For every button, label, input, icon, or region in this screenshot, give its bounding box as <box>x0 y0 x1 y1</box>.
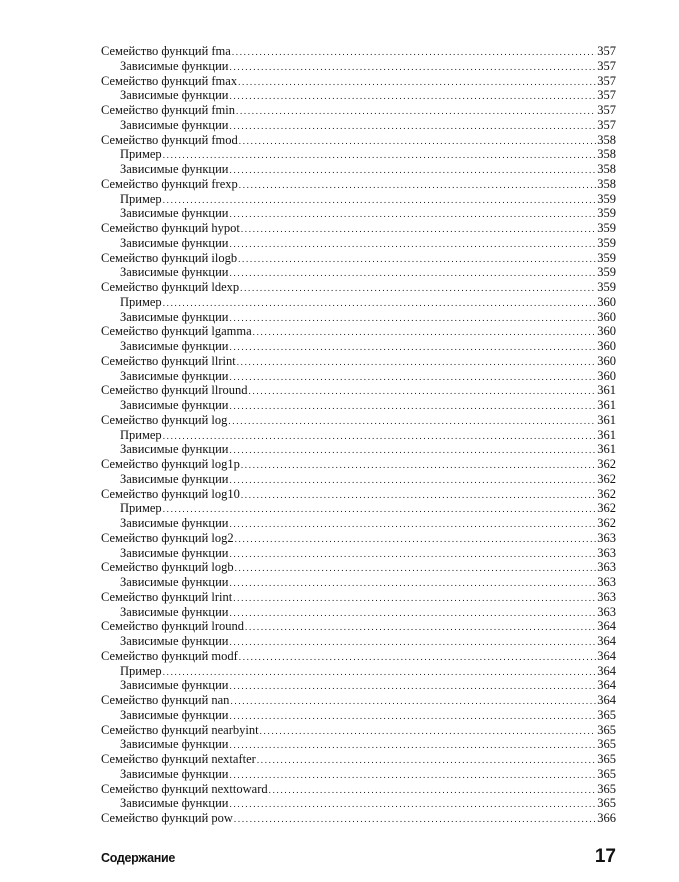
dot-leader <box>230 547 597 562</box>
toc-entry-page: 357 <box>597 73 616 88</box>
toc-entry <box>101 752 616 767</box>
toc-entry-title: Зависимые функции <box>120 265 229 280</box>
dot-leader <box>230 738 597 753</box>
toc-entry-page: 358 <box>597 132 616 147</box>
toc-entry <box>101 103 616 118</box>
toc-entry-title: Семейство функций log <box>101 412 228 427</box>
toc-subentry <box>101 295 616 310</box>
toc-subentry <box>101 236 616 251</box>
toc-entry-title: Зависимые функции <box>120 575 229 589</box>
toc-subentry <box>101 206 616 221</box>
toc-subentry <box>101 428 616 443</box>
dot-leader <box>230 635 597 650</box>
dot-leader <box>253 325 597 340</box>
toc-subentry <box>101 310 616 325</box>
toc-entry <box>101 649 616 664</box>
toc-entry-page: 364 <box>597 693 616 707</box>
toc-subentry <box>101 162 616 177</box>
dot-leader <box>230 473 597 488</box>
toc-entry <box>101 457 616 472</box>
toc-entry-title: Семейство функций logb <box>101 560 234 575</box>
toc-entry-page: 361 <box>597 398 616 412</box>
dot-leader <box>236 104 596 119</box>
toc-subentry <box>101 546 616 561</box>
toc-entry-title: Семейство функций fmin <box>101 103 235 117</box>
toc-entry <box>101 693 616 708</box>
toc-entry-page: 364 <box>597 619 616 634</box>
toc-entry-title: Семейство функций nearbyint <box>101 722 259 737</box>
toc-entry-page: 363 <box>597 560 616 575</box>
toc-entry-title: Семейство функций nextafter <box>101 752 256 766</box>
toc-entry-title: Семейство функций lround <box>101 619 245 634</box>
dot-leader <box>239 134 596 149</box>
toc-subentry <box>101 118 616 133</box>
toc-entry-page: 359 <box>597 191 616 206</box>
page-footer <box>101 846 616 872</box>
toc-entry-page: 363 <box>597 545 616 560</box>
dot-leader <box>230 370 597 385</box>
toc-subentry <box>101 265 616 280</box>
toc-subentry <box>101 472 616 487</box>
toc-entry <box>101 280 616 295</box>
dot-leader <box>230 207 597 222</box>
toc-entry-title: Зависимые функции <box>120 545 229 560</box>
dot-leader <box>230 399 597 414</box>
toc-subentry <box>101 634 616 649</box>
toc-entry-title: Пример <box>120 427 162 442</box>
toc-entry-title: Семейство функций llround <box>101 383 248 398</box>
toc-subentry <box>101 147 616 162</box>
toc-entry-title: Семейство функций fmax <box>101 73 238 88</box>
toc-entry-page: 365 <box>597 766 616 781</box>
toc-entry-page: 365 <box>597 737 616 752</box>
toc-entry-page: 361 <box>597 427 616 442</box>
table-of-contents <box>101 44 616 826</box>
toc-entry-title: Зависимые функции <box>120 88 229 103</box>
toc-entry <box>101 74 616 89</box>
toc-entry-title: Зависимые функции <box>120 117 229 132</box>
dot-leader <box>230 340 597 355</box>
toc-entry-title: Семейство функций fma <box>101 44 231 58</box>
dot-leader <box>230 443 597 458</box>
toc-entry-title: Зависимые функции <box>120 162 229 176</box>
toc-entry-title: Зависимые функции <box>120 604 229 619</box>
page-number: 17 <box>594 846 616 867</box>
dot-leader <box>230 576 597 591</box>
toc-entry-title: Зависимые функции <box>120 309 229 324</box>
toc-entry-page: 359 <box>597 265 616 280</box>
dot-leader <box>230 517 597 532</box>
toc-entry-title: Семейство функций log2 <box>101 530 234 545</box>
toc-entry-page: 357 <box>597 117 616 132</box>
toc-subentry <box>101 605 616 620</box>
toc-entry-title: Семейство функций ilogb <box>101 250 238 265</box>
dot-leader <box>228 414 596 429</box>
toc-entry-title: Пример <box>120 501 162 516</box>
toc-entry <box>101 531 616 546</box>
toc-entry-page: 364 <box>597 648 616 663</box>
toc-entry-page: 357 <box>597 103 616 117</box>
dot-leader <box>163 665 597 680</box>
toc-entry <box>101 324 616 339</box>
toc-entry-title: Пример <box>120 191 162 206</box>
toc-entry-page: 359 <box>597 235 616 250</box>
toc-entry-page: 364 <box>597 663 616 678</box>
dot-leader <box>230 768 597 783</box>
toc-entry <box>101 782 616 797</box>
toc-entry-page: 364 <box>597 678 616 693</box>
toc-entry-title: Зависимые функции <box>120 678 229 693</box>
toc-entry-title: Зависимые функции <box>120 634 229 648</box>
toc-entry <box>101 251 616 266</box>
toc-entry <box>101 354 616 369</box>
toc-entry-title: Зависимые функции <box>120 707 229 722</box>
toc-entry-page: 363 <box>597 604 616 619</box>
toc-entry-page: 364 <box>597 634 616 648</box>
toc-entry-page: 357 <box>597 44 616 58</box>
toc-subentry <box>101 339 616 354</box>
toc-subentry <box>101 678 616 693</box>
toc-entry-title: Зависимые функции <box>120 206 229 221</box>
toc-entry-title: Семейство функций frexp <box>101 176 238 191</box>
toc-subentry <box>101 664 616 679</box>
toc-entry-page: 365 <box>597 796 616 811</box>
toc-subentry <box>101 59 616 74</box>
dot-leader <box>241 488 596 503</box>
toc-entry <box>101 177 616 192</box>
toc-entry-title: Пример <box>120 294 162 309</box>
toc-subentry <box>101 442 616 457</box>
dot-leader <box>230 163 597 178</box>
toc-entry-page: 366 <box>597 811 616 825</box>
toc-entry <box>101 723 616 738</box>
toc-entry <box>101 221 616 236</box>
toc-entry-page: 359 <box>597 206 616 221</box>
dot-leader <box>239 178 596 193</box>
toc-entry <box>101 383 616 398</box>
toc-subentry <box>101 737 616 752</box>
toc-entry-title: Зависимые функции <box>120 796 229 811</box>
toc-entry-page: 358 <box>597 147 616 162</box>
toc-entry-title: Семейство функций hypot <box>101 221 240 235</box>
dot-leader <box>230 89 597 104</box>
toc-entry-page: 361 <box>597 442 616 457</box>
dot-leader <box>235 561 597 576</box>
toc-entry-page: 363 <box>597 530 616 545</box>
toc-entry-page: 362 <box>597 501 616 516</box>
dot-leader <box>230 694 596 709</box>
toc-entry-title: Семейство функций ldexp <box>101 280 240 294</box>
dot-leader <box>235 532 597 547</box>
dot-leader <box>232 45 596 60</box>
dot-leader <box>230 606 597 621</box>
toc-entry <box>101 560 616 575</box>
toc-entry <box>101 619 616 634</box>
dot-leader <box>230 797 597 812</box>
toc-entry-page: 362 <box>597 471 616 486</box>
dot-leader <box>163 502 597 517</box>
toc-entry-title: Семейство функций lgamma <box>101 324 252 339</box>
dot-leader <box>238 75 596 90</box>
toc-entry-page: 360 <box>597 309 616 324</box>
toc-entry-page: 359 <box>597 250 616 265</box>
dot-leader <box>230 709 597 724</box>
toc-entry-page: 361 <box>597 383 616 398</box>
toc-entry-title: Семейство функций nan <box>101 693 230 707</box>
toc-entry-title: Зависимые функции <box>120 471 229 486</box>
dot-leader <box>241 222 596 237</box>
toc-entry-page: 359 <box>597 280 616 294</box>
dot-leader <box>241 458 596 473</box>
toc-entry <box>101 487 616 502</box>
toc-subentry <box>101 88 616 103</box>
dot-leader <box>230 60 597 75</box>
toc-entry-page: 360 <box>597 353 616 368</box>
toc-entry-page: 361 <box>597 412 616 427</box>
toc-entry-title: Зависимые функции <box>120 368 229 383</box>
dot-leader <box>163 148 597 163</box>
toc-entry-page: 365 <box>597 781 616 796</box>
dot-leader <box>260 724 597 739</box>
toc-entry-title: Семейство функций log1p <box>101 457 240 471</box>
toc-entry-title: Зависимые функции <box>120 442 229 457</box>
running-footer-title: Содержание <box>101 851 176 865</box>
dot-leader <box>230 237 597 252</box>
toc-subentry <box>101 192 616 207</box>
toc-entry-title: Семейство функций llrint <box>101 353 236 368</box>
dot-leader <box>163 429 597 444</box>
dot-leader <box>237 355 597 370</box>
toc-entry-page: 363 <box>597 575 616 589</box>
toc-entry-page: 365 <box>597 722 616 737</box>
toc-entry-title: Зависимые функции <box>120 398 229 412</box>
toc-entry-page: 360 <box>597 324 616 339</box>
dot-leader <box>238 252 596 267</box>
toc-entry-title: Зависимые функции <box>120 58 229 73</box>
dot-leader <box>230 266 597 281</box>
toc-entry-title: Зависимые функции <box>120 737 229 752</box>
toc-entry-page: 360 <box>597 339 616 353</box>
dot-leader <box>230 311 597 326</box>
dot-leader <box>257 753 596 768</box>
toc-entry-page: 362 <box>597 457 616 471</box>
toc-subentry <box>101 516 616 531</box>
toc-entry <box>101 590 616 605</box>
toc-subentry <box>101 501 616 516</box>
toc-entry-page: 358 <box>597 176 616 191</box>
toc-entry-page: 362 <box>597 516 616 530</box>
toc-subentry <box>101 369 616 384</box>
dot-leader <box>245 620 596 635</box>
dot-leader <box>230 119 597 134</box>
toc-entry-page: 357 <box>597 58 616 73</box>
dot-leader <box>233 591 596 606</box>
toc-entry-title: Семейство функций log10 <box>101 486 240 501</box>
toc-entry-page: 365 <box>597 707 616 722</box>
toc-entry-title: Семейство функций modf <box>101 648 238 663</box>
dot-leader <box>234 812 596 827</box>
toc-entry-title: Зависимые функции <box>120 339 229 353</box>
toc-subentry <box>101 398 616 413</box>
dot-leader <box>269 783 597 798</box>
dot-leader <box>230 679 597 694</box>
dot-leader <box>249 384 597 399</box>
toc-entry-title: Зависимые функции <box>120 235 229 250</box>
toc-entry <box>101 811 616 826</box>
toc-entry-page: 365 <box>597 752 616 766</box>
toc-subentry <box>101 708 616 723</box>
toc-entry <box>101 133 616 148</box>
toc-entry-page: 360 <box>597 368 616 383</box>
toc-entry-title: Зависимые функции <box>120 516 229 530</box>
dot-leader <box>240 281 596 296</box>
dot-leader <box>239 650 596 665</box>
toc-entry <box>101 44 616 59</box>
toc-entry-title: Семейство функций fmod <box>101 132 238 147</box>
toc-entry-page: 360 <box>597 294 616 309</box>
toc-entry-page: 363 <box>597 589 616 604</box>
toc-entry-title: Пример <box>120 147 162 162</box>
toc-entry-page: 359 <box>597 221 616 235</box>
dot-leader <box>163 296 597 311</box>
dot-leader <box>163 193 597 208</box>
toc-entry-title: Семейство функций pow <box>101 811 233 825</box>
toc-entry-title: Зависимые функции <box>120 766 229 781</box>
toc-entry-title: Семейство функций nexttoward <box>101 781 268 796</box>
toc-entry-page: 357 <box>597 88 616 103</box>
toc-entry-page: 358 <box>597 162 616 176</box>
toc-subentry <box>101 796 616 811</box>
toc-entry-page: 362 <box>597 486 616 501</box>
toc-entry <box>101 413 616 428</box>
toc-subentry <box>101 575 616 590</box>
toc-entry-title: Пример <box>120 663 162 678</box>
toc-entry-title: Семейство функций lrint <box>101 589 233 604</box>
toc-subentry <box>101 767 616 782</box>
